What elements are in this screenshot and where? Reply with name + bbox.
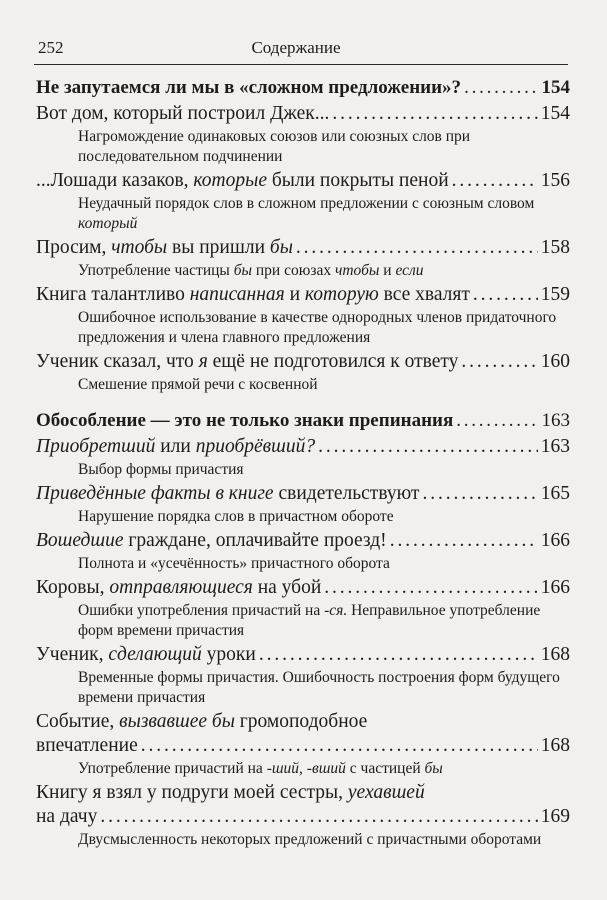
page-ref: 168 (540, 735, 570, 756)
entry-note: Неудачный порядок слов в сложном предложении с союзным словом который (78, 195, 535, 232)
page-ref: 163 (540, 436, 570, 457)
leader-dots (141, 734, 538, 758)
header-rule (34, 64, 568, 65)
entry-title-continued: впечатление (36, 735, 138, 756)
entry-note: Ошибки употребления причастий на -ся. Неправильное употребление форм времени причастия (78, 602, 541, 639)
toc-entry[interactable] (36, 102, 570, 126)
table-of-contents (36, 76, 570, 850)
page-ref: 158 (540, 237, 570, 258)
leader-dots (461, 350, 537, 374)
page-ref: 163 (541, 410, 570, 431)
entry-title: Коровы, отправляющиеся на убой (36, 577, 322, 598)
entry-note: Нагромождение одинаковых союзов или союзных слов при последовательном подчинении (78, 128, 471, 165)
entry-title: Книгу я взял у подруги моей сестры, уехавшей (36, 782, 425, 803)
running-title: Содержание (251, 38, 341, 57)
toc-entry[interactable] (36, 283, 570, 307)
toc-entry[interactable] (36, 710, 570, 758)
toc-entry[interactable] (36, 482, 570, 506)
page-ref: 159 (540, 284, 570, 305)
page-ref: 156 (540, 170, 570, 191)
entry-title: Книга талантливо написанная и которую все хвалят (36, 284, 470, 305)
entry-title-continued: на дачу (36, 806, 98, 827)
entry-note: Выбор формы причастия (78, 461, 244, 478)
entry-note: Нарушение порядка слов в причастном обороте (78, 508, 394, 525)
toc-entry[interactable] (36, 435, 570, 459)
entry-title: Событие, вызвавшее бы громоподобное (36, 711, 368, 732)
leader-dots (332, 102, 537, 126)
leader-dots (422, 482, 537, 506)
entry-title: Приведённые факты в книге свидетельствуют (36, 483, 420, 504)
toc-entry[interactable] (36, 350, 570, 374)
leader-dots (259, 643, 538, 667)
entry-note: Временные формы причастия. Ошибочность построения форм будущего времени причастия (78, 669, 560, 706)
entry-note: Употребление причастий на -ший, -вший с частицей бы (78, 760, 443, 777)
leader-dots (324, 576, 537, 600)
page-ref: 160 (540, 351, 570, 372)
entry-title: Вошедшие граждане, оплачивайте проезд! (36, 530, 387, 551)
leader-dots (390, 529, 538, 553)
entry-title: ...Лошади казаков, которые были покрыты пеной (36, 170, 449, 191)
toc-chapter[interactable] (36, 409, 570, 433)
toc-entry[interactable] (36, 236, 570, 260)
toc-entry[interactable] (36, 576, 570, 600)
page-ref: 168 (540, 644, 570, 665)
leader-dots (473, 283, 538, 307)
page-ref: 154 (540, 103, 570, 124)
page-number: 252 (38, 38, 64, 57)
entry-note: Полнота и «усечённость» причастного оборота (78, 555, 390, 572)
entry-note: Ошибочное использование в качестве однородных членов придаточного предложения и члена главного предложения (78, 309, 557, 346)
leader-dots (100, 805, 537, 829)
page-ref: 165 (540, 483, 570, 504)
leader-dots (296, 236, 538, 260)
leader-dots (456, 409, 538, 433)
toc-entry[interactable] (36, 169, 570, 193)
entry-title: Приобретший или приобрёвший? (36, 436, 316, 457)
chapter-title: Обособление — это не только знаки препинания (36, 410, 454, 431)
toc-chapter[interactable] (36, 76, 570, 100)
leader-dots (318, 435, 538, 459)
chapter-title: Не запутаемся ли мы в «сложном предложении»? (36, 77, 462, 98)
toc-entry[interactable] (36, 529, 570, 553)
entry-title: Вот дом, который построил Джек... (36, 103, 330, 124)
entry-title: Ученик, сделающий уроки (36, 644, 256, 665)
page-ref: 166 (540, 577, 570, 598)
entry-note: Двусмысленность некоторых предложений с причастными оборотами (78, 831, 542, 848)
entry-note: Смешение прямой речи с косвенной (78, 376, 318, 393)
leader-dots (464, 76, 538, 100)
toc-entry[interactable] (36, 781, 570, 829)
page-ref: 154 (541, 77, 570, 98)
page-ref: 169 (540, 806, 570, 827)
entry-note: Употребление частицы бы при союзах чтобы и если (78, 262, 424, 279)
entry-title: Просим, чтобы вы пришли бы (36, 237, 293, 258)
leader-dots (452, 169, 538, 193)
entry-title: Ученик сказал, что я ещё не подготовился к ответу (36, 351, 459, 372)
toc-entry[interactable] (36, 643, 570, 667)
page-ref: 166 (540, 530, 570, 551)
page-header (26, 38, 566, 64)
